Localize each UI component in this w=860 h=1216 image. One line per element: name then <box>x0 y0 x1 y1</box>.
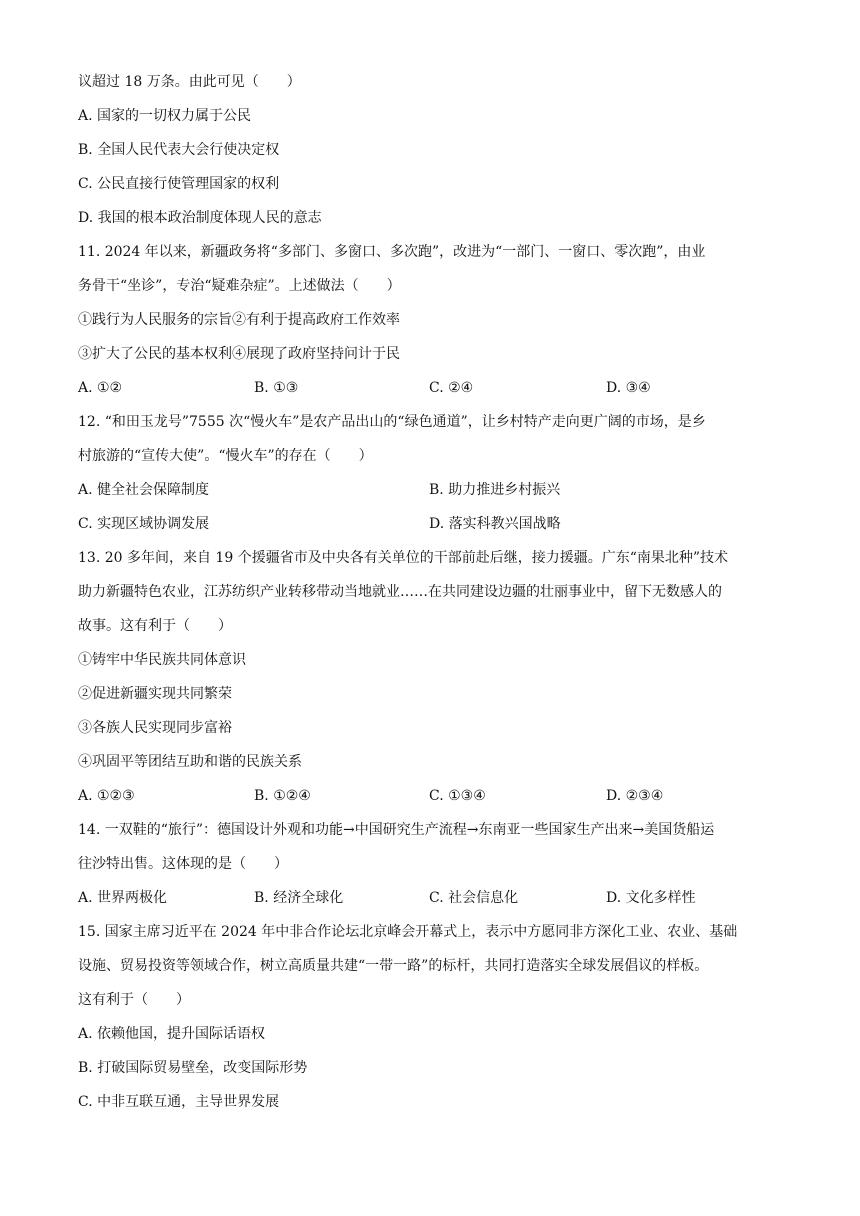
question-stem-line: 12. “和田玉龙号”7555 次“慢火车”是农产品出山的“绿色通道”，让乡村特产走向更广阔的市场，是乡 <box>78 414 706 430</box>
option-b: B. ①②④ <box>254 788 311 804</box>
option-a: A. 世界两极化 <box>78 890 168 906</box>
option-d: D. ②③④ <box>606 788 664 804</box>
question-stem-line: 故事。这有利于（ ） <box>78 618 232 634</box>
question-stem-line: 13. 20 多年间，来自 19 个援疆省市及中央各有关单位的干部前赴后继，接力援疆。广东“南果北种”技术 <box>78 550 729 566</box>
question-stem-line: 议超过 18 万条。由此可见（ ） <box>78 74 301 90</box>
option-d: D. ③④ <box>606 380 651 396</box>
question-stem-line: 这有利于（ ） <box>78 992 190 1008</box>
question-stem-line: 设施、贸易投资等领域合作，树立高质量共建“一带一路”的标杆，共同打造落实全球发展倡议的样板。 <box>78 958 709 974</box>
options-row <box>78 514 778 534</box>
option-b: B. 打破国际贸易壁垒，改变国际形势 <box>78 1060 308 1076</box>
option-b: B. ①③ <box>254 380 299 396</box>
option-a: A. 健全社会保障制度 <box>78 482 210 498</box>
option-b: B. 全国人民代表大会行使决定权 <box>78 142 280 158</box>
option-d: D. 落实科教兴国战略 <box>429 516 561 532</box>
option-b: B. 助力推进乡村振兴 <box>429 482 561 498</box>
option-c: C. 中非互联互通，主导世界发展 <box>78 1094 280 1110</box>
question-stem-line: 务骨干“坐诊”，专治“疑难杂症”。上述做法（ ） <box>78 278 401 294</box>
option-c: C. 社会信息化 <box>429 890 519 906</box>
option-a: A. ①② <box>78 380 123 396</box>
option-c: C. ①③④ <box>429 788 486 804</box>
statement-line: ②促进新疆实现共同繁荣 <box>78 686 232 702</box>
statement-line: ③扩大了公民的基本权利④展现了政府坚持问计于民 <box>78 346 400 362</box>
statement-line: ①铸牢中华民族共同体意识 <box>78 652 246 668</box>
statement-line: ①践行为人民服务的宗旨②有利于提高政府工作效率 <box>78 312 400 328</box>
option-a: A. 国家的一切权力属于公民 <box>78 108 252 124</box>
option-d: D. 文化多样性 <box>606 890 696 906</box>
statement-line: ③各族人民实现同步富裕 <box>78 720 232 736</box>
option-d: D. 我国的根本政治制度体现人民的意志 <box>78 210 322 226</box>
options-row <box>78 480 778 500</box>
question-stem-line: 11. 2024 年以来，新疆政务将“多部门、多窗口、多次跑”，改进为“一部门、一窗口、零次跑”，由业 <box>78 244 706 260</box>
options-row <box>78 888 778 908</box>
question-stem-line: 15. 国家主席习近平在 2024 年中非合作论坛北京峰会开幕式上，表示中方愿同非方深化工业、农业、基础 <box>78 924 738 940</box>
option-c: C. 公民直接行使管理国家的权利 <box>78 176 280 192</box>
option-a: A. 依赖他国，提升国际话语权 <box>78 1026 266 1042</box>
statement-line: ④巩固平等团结互助和谐的民族关系 <box>78 754 302 770</box>
question-stem-line: 村旅游的“宣传大使”。“慢火车”的存在（ ） <box>78 448 373 464</box>
option-b: B. 经济全球化 <box>254 890 344 906</box>
options-row <box>78 786 778 806</box>
question-stem-line: 助力新疆特色农业，江苏纺织产业转移带动当地就业……在共同建设边疆的壮丽事业中，留下无数感人的 <box>78 584 722 600</box>
option-c: C. ②④ <box>429 380 474 396</box>
question-stem-line: 14. 一双鞋的“旅行”：德国设计外观和功能→中国研究生产流程→东南亚一些国家生产出来→美国货船运 <box>78 822 715 838</box>
question-stem-line: 往沙特出售。这体现的是（ ） <box>78 856 288 872</box>
options-row <box>78 378 778 398</box>
option-c: C. 实现区域协调发展 <box>78 516 210 532</box>
option-a: A. ①②③ <box>78 788 135 804</box>
